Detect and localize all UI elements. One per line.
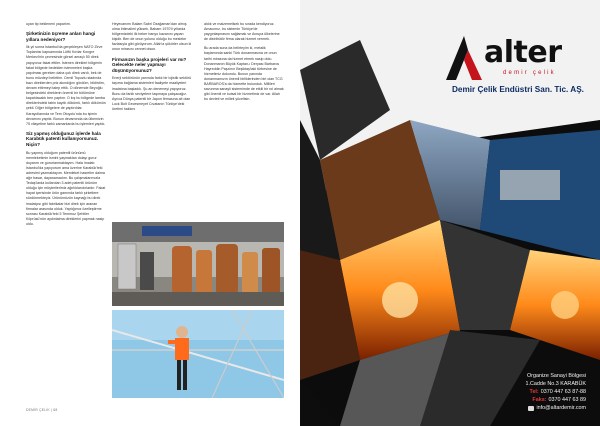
email-icon: [528, 406, 534, 411]
contact-block: [525, 372, 586, 412]
phone-line: [525, 388, 586, 396]
fax-label: Faks:: [532, 397, 547, 403]
factory-photo: [112, 222, 284, 306]
phone-label: Tel:: [529, 389, 539, 395]
bridge-worker-photo: [112, 310, 284, 398]
text-column-1: [26, 22, 106, 231]
paragraph: İlk yıl sonra İstanbul'da gerçekleşen NATO Zirve Toplantısı kapsamında Lütfü Kırdar Kongre Merkezi'nin çevresinde görsel amaçlı 50 direk yapıyoruz fakat ettiler. İstenen direkleri bölgenin fakat bölgede bedelden istenmeleri başka yapılması gereken daha çok direk vardı, bek de bunu müzdeyi belirttim. Cemil Topuzlu stadında bazı direklerden priz akındığını gördüm, bildirdim, devam ettirmeyi talep ettik. O dönemde Beyoğlu belgesindeki direklerin önemli bir bölümüne kapatılacaktı ben yaptım. O kış bu bölgede lamba direklerindeki tabin kayıtlı dökümü, farklı dökümün çekti. Diğer bölgelere de yaptırdılar. Karayollarında ve Tem Otoyolu'nda bu işimin devamını yaptık. Bunun devamında da ülkemizin 75 vilayetine farklı zamanlarda bu işlemleri yaptık.: [26, 45, 106, 126]
paragraph: Heyecanımı Balam Sabri Özağaman'dan almış olma ihtimalimi yüksek. Babam 1970'li yıllarda bölgemizdeki ilk beker banyo kazanını yapan kişidir. Ben de onun yolunu olduğu bu mesleke fazlasıyla gibi görüyorum. Allah'a şükürler olsun ki onun mirasını cennet olsun.: [112, 22, 192, 52]
paragraph: Enerji sektörünün yanında farklı bir lojistik sektörü taşıma bağlama sistemleri faaliyete maaliyeleri imalatına başladık. Şu an denemeyi yapıyoruz. Bunu da farklı seviyelere taşımaya çalışacağız. Ayrıca Dünya patentli bir Japon firmasına ait olan Lock Bolt Gecesmeyet Cıvatanın Türkiye'deki üretimi hakkını: [112, 76, 192, 111]
paragraph: aldık ve malzemelisek bu sırada kendiyoruz. Amacımız, bu sistemin Türkiye'de yaygınlaşmasını sağlamak ve Avrupa ülkelerine de distribütör firma olarak hizmet vermek.: [204, 22, 280, 42]
address-line-2: 1.Cadde No.3 KARABÜK: [525, 381, 586, 387]
question-heading: Şirketinizin üçreme anları hangi yıllara nedeniyor?: [26, 31, 96, 42]
text-column-3: [204, 22, 284, 106]
right-page: [300, 0, 600, 426]
brand-subtitle: demir çelik: [503, 70, 556, 76]
fax-line: [525, 396, 586, 404]
paragraph: uyan tip bekleneni yaparlım.: [26, 22, 71, 26]
question-heading: Siz yapmış olduğunuz işlerde hala Karabük patenti kullanıyorsunuz. Niçin?: [26, 130, 101, 147]
address-line-1: Organize Sanayi Bölgesi: [526, 373, 586, 379]
page-footer: DEMİR ÇELİK | 68: [26, 408, 58, 412]
brand-name: alter: [484, 35, 562, 70]
email-line: [525, 404, 586, 412]
email-address: info@altardemir.com: [536, 405, 586, 411]
phone-number: 0370 447 63 87-88: [540, 389, 586, 395]
alter-logo-icon: [446, 36, 482, 80]
question-heading: Firmanızın başka projeleri var mı? Gelecekte neler yapmayı düşünüyorsunuz?: [112, 56, 187, 73]
paragraph: Bu yapmış olduğum patentli ürünümü memleketimin ismini yaşmaktan dolayı gurur duyarım ve gururlanmaktayım. Hala imalatı İstanbul'da yapıyorum ama üzerine Karabük'teki adresimi yazmaktayım. Memleket hasretim daima ağır basar, dayanamadım. Bu çalışmalarımızla Tedaş'larda kullanılan 3 adet patentli ürünüm olduğu için müşterilerimiz ağırlıklarıdırlardır. Fakat hayat içerisinde ürün gamında farklı şirketlere sürdürmekteyiz. Ürünümüzün kaynağı bu direk imalatçısı gibi fabrikalar bizi direk için aranan firmalar arasında olduk. Yaptığımız özelleştirme sonrası Karabük'teki 5 Temmuz Şehitler Köprüsü'nün aydınlatma direklerini yapmak nasip oldu.: [26, 150, 106, 226]
text-column-2: [112, 22, 192, 116]
fax-number: 0370 447 63 89: [548, 397, 586, 403]
company-name: Demir Çelik Endüstri San. Tic. AŞ.: [452, 85, 584, 94]
paragraph: Bu arada suna da belirteyim ki, metalik başlamında sanki Türk donanmasına ve onun tarihi mirasına da hizmet etmek nasip oldu. Donanmanın Büyük Kaptan-ı Deryası Barbaros Hayreddin Paşa'nın Beşiktaş'taki türbesine de hizmetimiz dokundu. Bunun yanında donanmamızın önemli birliklerinden biri olan TCG BARBAROS'a da hizmette bulunduk. Millileri savunma sanayii sistemimde de etkili bir rol almak gibi önemli ve kutsal bir hizmetimiz de var. Allah bu devleti ve milleti yüceltsin.: [204, 46, 284, 102]
